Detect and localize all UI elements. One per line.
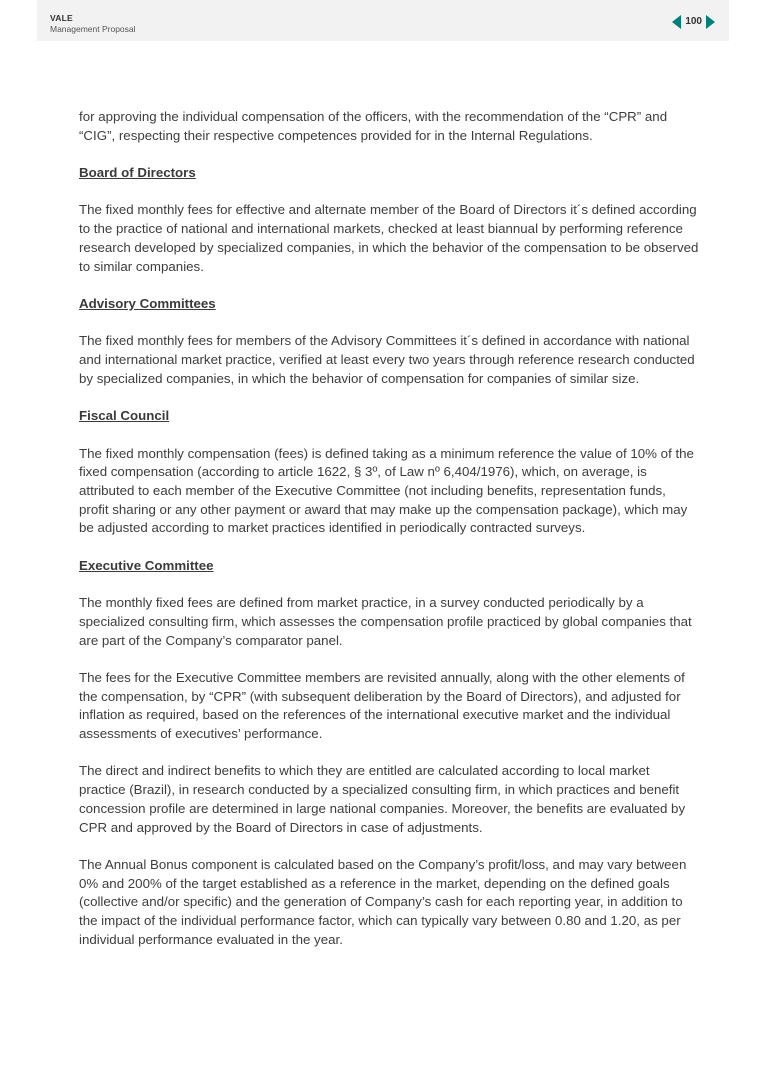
document-subtitle: Management Proposal xyxy=(50,24,136,34)
heading-advisory-committees: Advisory Committees xyxy=(79,295,216,311)
fiscal-council-paragraph: The fixed monthly compensation (fees) is defined taking as a minimum reference the value of 10% of the fixed compensation (according to article 1622, § 3º, of Law nº 6,404/1976), which, on average, is attributed to each member of the Executive Committee (not including benefits, representation funds, profit sharing or any other payment or award that may make up the compensation package), which may be adjusted according to market practices identified in periodically contracted surveys. xyxy=(79,445,694,536)
executive-committee-paragraph-1: The monthly fixed fees are defined from market practice, in a survey conducted periodically by a specialized consulting firm, which assesses the compensation profile practiced by global companies that are part of the Company’s comparator panel. xyxy=(79,595,692,648)
page-navigator xyxy=(672,14,715,30)
page-header xyxy=(37,0,729,41)
heading-executive-committee: Executive Committee xyxy=(79,557,214,573)
executive-committee-paragraph-2: The fees for the Executive Committee members are revisited annually, along with the other elements of the compensation, by “CPR” (with subsequent deliberation by the Board of Directors), and adjusted for inflation as required, based on the references of the international executive market and the individual assessments of executives’ performance. xyxy=(79,669,685,742)
brand-name: VALE xyxy=(50,13,73,23)
heading-board-of-directors: Board of Directors xyxy=(79,165,196,181)
page-number: 100 xyxy=(685,16,702,27)
executive-committee-paragraph-4: The Annual Bonus component is calculated based on the Company’s profit/loss, and may vary between 0% and 200% of the target established as a reference in the market, depending on the defined goals (collective and/or specific) and the generation of Company’s cash for each reporting year, in addition to the impact of the individual performance factor, which can typically vary between 0.80 and 1.20, as per individual performance evaluated in the year. xyxy=(79,856,687,947)
advisory-committees-paragraph: The fixed monthly fees for members of the Advisory Committees it´s defined in accordance with national and international market practice, verified at least every two years through reference research conducted by specialized companies, in which the behavior of compensation for companies of similar size. xyxy=(79,333,695,386)
intro-paragraph: for approving the individual compensation of the officers, with the recommendation of the “CPR” and “CIG”, respecting their respective competences provided for in the Internal Regulations. xyxy=(79,109,668,143)
previous-page-arrow-icon[interactable] xyxy=(672,15,681,29)
next-page-arrow-icon[interactable] xyxy=(706,15,715,29)
heading-fiscal-council: Fiscal Council xyxy=(79,408,170,424)
brand-block xyxy=(50,13,136,35)
executive-committee-paragraph-3: The direct and indirect benefits to which they are entitled are calculated according to local market practice (Brazil), in research conducted by a specialized consulting firm, in which practices and benefit concession profile are determined in large national companies. Moreover, the benefits are evaluated by CPR and approved by the Board of Directors in case of adjustments. xyxy=(79,763,686,835)
document-body xyxy=(79,108,699,949)
board-of-directors-paragraph: The fixed monthly fees for effective and alternate member of the Board of Directors it´s defined according to the practice of national and international markets, checked at least biannual by performing reference research developed by specialized companies, in which the behavior of the compensation to be observed to similar companies. xyxy=(79,202,699,274)
